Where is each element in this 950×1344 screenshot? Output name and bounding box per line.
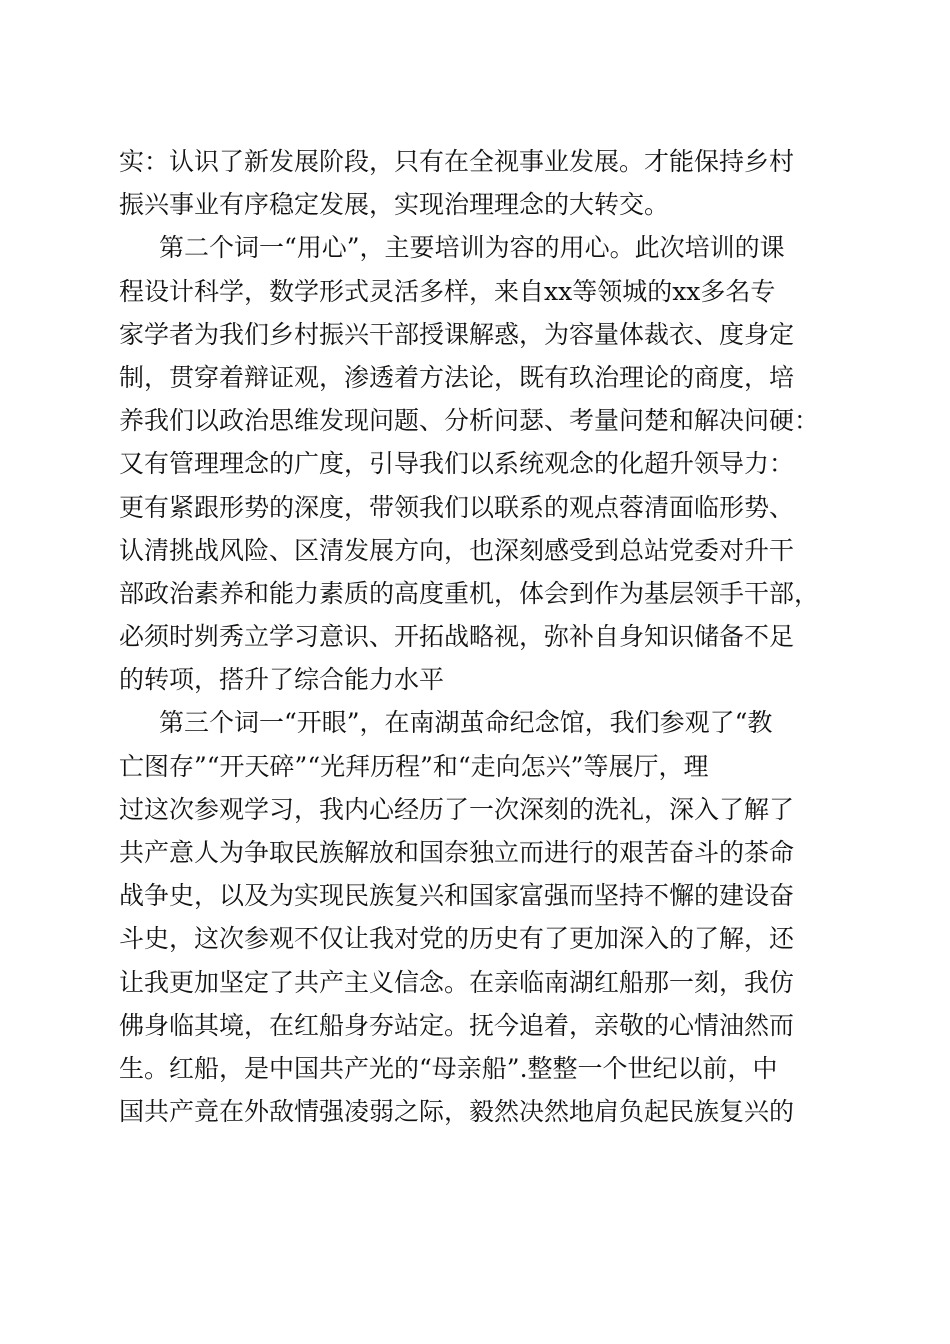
text-line: 实：认识了新发展阶段，只有在全视事业发展。才能保持乡村 (119, 147, 795, 176)
text-line: 的转项，搭升了综合能力水平 (119, 665, 445, 695)
text-line: 过这次参观学习，我内心经历了一次深刻的洗礼，深入了解了 (119, 794, 795, 824)
paragraph-start-line: 第二个词一“用心”，主要培训为容的用心。此次培训的课 (159, 233, 785, 263)
text-line: 让我更加坚定了共产主义信念。在亲临南湖红船那一刻，我仿 (119, 967, 795, 997)
text-line: 振兴事业有序稳定发展，实现治理理念的大转交。 (119, 190, 670, 220)
text-line: 生。红船，是中国共产光的“母亲船”.整整一个世纪以前，中 (119, 1053, 778, 1083)
text-line: 更有紧跟形势的深度，带领我们以联系的观点蓉清面临形势、 (119, 492, 795, 522)
text-line: 部政治素养和能力素质的高度重机，体会到作为基层领手干部， (119, 578, 820, 608)
text-line: 认清挑战风险、区清发展方向，也深刻感受到总站党委对升干 (119, 535, 795, 565)
text-line: 程设计科学，数学形式灵活多样，来自xx等领城的xx多名专 (119, 276, 776, 306)
text-line: 斗史，这次参观不仅让我对党的历史有了更加深入的了解，还 (119, 924, 795, 954)
text-line: 又有管理理念的广度，引导我们以系统观念的化超升领导力： (119, 449, 795, 479)
text-line: 必须时刿秀立学习意识、开拓战略视，弥补自身知识储备不足 (119, 622, 795, 652)
text-line: 亡图存”“开天碎”“光拜历程”和“走向怎兴”等展厅，理 (119, 751, 709, 781)
text-line: 佛身临其境，在红船身夯站定。抚今追着，亲敬的心情油然而 (119, 1010, 795, 1040)
text-line: 战争史，以及为实现民族复兴和国家富强而坚持不懈的建设奋 (119, 881, 795, 911)
text-line: 共产意人为争取民族解放和国奈独立而进行的艰苦奋斗的茶命 (119, 838, 795, 867)
text-line: 养我们以政治思维发现问题、分析问瑟、考量问楚和解决问硬： (119, 406, 820, 436)
text-line: 制，贯穿着辩证观，渗透着方法论，既有玖治理论的商度，培 (119, 362, 795, 392)
paragraph-start-line: 第三个词一“开眼”，在南湖茧命纪念馆，我们参观了“教 (159, 708, 773, 738)
text-line: 国共产竟在外敌情强凌弱之际，毅然决然地肩负起民族复兴的 (119, 1097, 795, 1127)
body-text (119, 140, 839, 1133)
text-line: 家学者为我们乡村振兴干部授课解惑，为容量体裁衣、度身定 (119, 319, 795, 349)
